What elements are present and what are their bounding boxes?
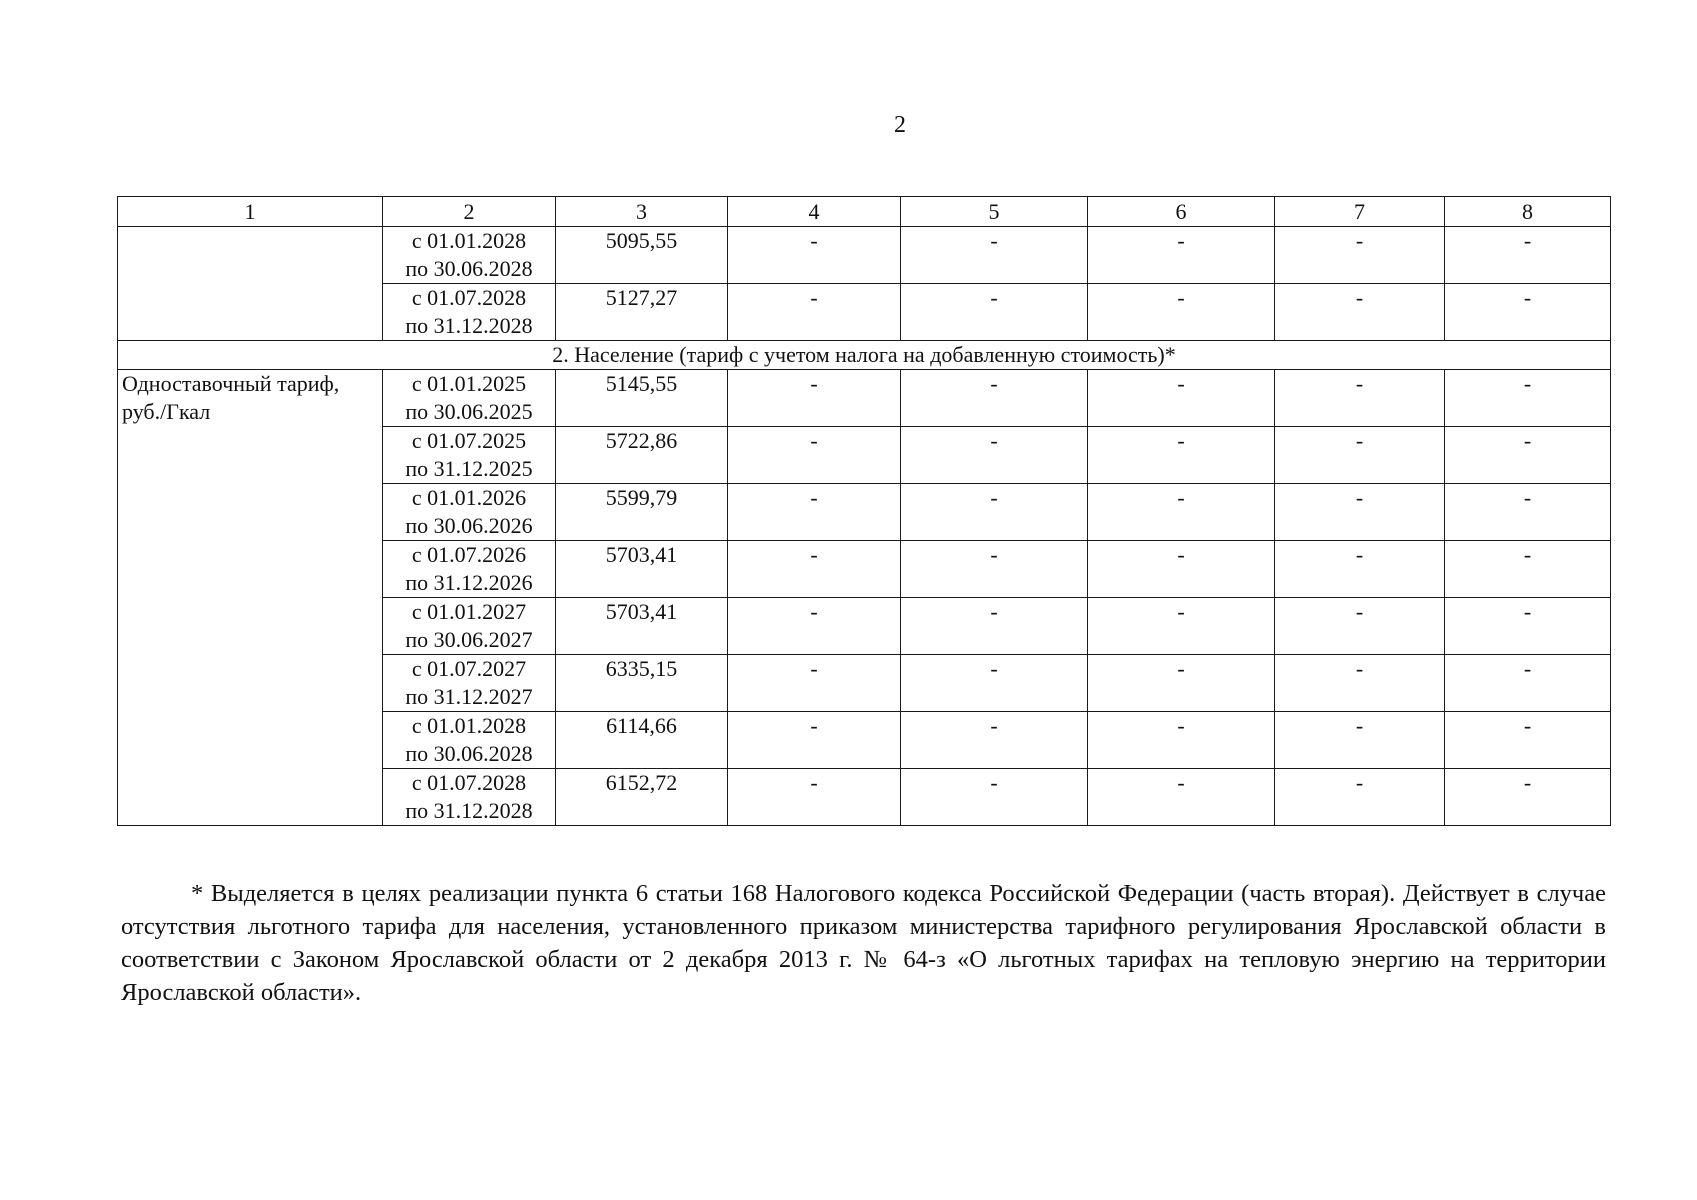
col-8-value: - — [1445, 284, 1611, 341]
period-to: по 30.06.2025 — [405, 399, 533, 424]
col-4-value: - — [728, 427, 901, 484]
col-4-value: - — [728, 370, 901, 427]
tariff-value: 6335,15 — [556, 655, 728, 712]
header-col-1: 1 — [118, 197, 383, 227]
col-8-value: - — [1445, 370, 1611, 427]
period-cell — [383, 712, 556, 769]
period-from: с 01.01.2028 — [411, 713, 527, 738]
period-from: с 01.07.2028 — [411, 770, 527, 795]
period-cell — [383, 598, 556, 655]
col-4-value: - — [728, 541, 901, 598]
tariff-name-cell: Одноставочный тариф, руб./Гкал — [118, 370, 383, 826]
col-8-value: - — [1445, 769, 1611, 826]
period-to: по 30.06.2028 — [405, 256, 533, 281]
period-cell — [383, 541, 556, 598]
col-7-value: - — [1275, 598, 1445, 655]
page-number: 2 — [894, 112, 906, 138]
col-8-value: - — [1445, 227, 1611, 284]
tariff-value: 5703,41 — [556, 598, 728, 655]
period-from: с 01.01.2028 — [411, 228, 527, 253]
col-4-value: - — [728, 284, 901, 341]
period-cell — [383, 484, 556, 541]
col-4-value: - — [728, 769, 901, 826]
col-8-value: - — [1445, 598, 1611, 655]
header-col-8: 8 — [1445, 197, 1611, 227]
col-8-value: - — [1445, 541, 1611, 598]
col-6-value: - — [1088, 769, 1275, 826]
col-5-value: - — [901, 655, 1088, 712]
col-7-value: - — [1275, 712, 1445, 769]
header-col-7: 7 — [1275, 197, 1445, 227]
col-8-value: - — [1445, 712, 1611, 769]
period-from: с 01.01.2027 — [411, 599, 527, 624]
table-header — [118, 197, 1611, 227]
period-cell — [383, 769, 556, 826]
period-to: по 31.12.2027 — [405, 684, 533, 709]
col-4-value: - — [728, 655, 901, 712]
header-col-3: 3 — [556, 197, 728, 227]
col-6-value: - — [1088, 598, 1275, 655]
col-6-value: - — [1088, 655, 1275, 712]
col-7-value: - — [1275, 769, 1445, 826]
header-col-5: 5 — [901, 197, 1088, 227]
period-to: по 31.12.2025 — [405, 456, 533, 481]
period-cell — [383, 427, 556, 484]
col-8-value: - — [1445, 427, 1611, 484]
continuation-name-cell — [118, 227, 383, 341]
period-to: по 31.12.2026 — [405, 570, 533, 595]
col-8-value: - — [1445, 655, 1611, 712]
tariff-value: 5145,55 — [556, 370, 728, 427]
period-to: по 30.06.2026 — [405, 513, 533, 538]
period-to: по 30.06.2027 — [405, 627, 533, 652]
footnote: * Выделяется в целях реализации пункта 6 статьи 168 Налогового кодекса Российской Федерации (часть вторая). Действует в случае отсутствия льготного тарифа для населения, установленного приказом министерства тарифного регулирования Ярославской области в соответствии с Законом Ярославской области от 2 декабря 2013 г. № 64-з «О льготных тарифах на тепловую энергию на территории Ярославской области». — [121, 879, 1606, 1006]
col-4-value: - — [728, 227, 901, 284]
period-from: с 01.07.2025 — [411, 428, 527, 453]
tariff-table — [117, 196, 1611, 826]
col-5-value: - — [901, 427, 1088, 484]
tariff-value: 5127,27 — [556, 284, 728, 341]
col-6-value: - — [1088, 284, 1275, 341]
period-cell — [383, 655, 556, 712]
col-4-value: - — [728, 712, 901, 769]
col-7-value: - — [1275, 370, 1445, 427]
col-5-value: - — [901, 598, 1088, 655]
col-4-value: - — [728, 484, 901, 541]
col-5-value: - — [901, 370, 1088, 427]
col-5-value: - — [901, 541, 1088, 598]
col-7-value: - — [1275, 484, 1445, 541]
col-5-value: - — [901, 284, 1088, 341]
period-to: по 31.12.2028 — [405, 798, 533, 823]
col-5-value: - — [901, 712, 1088, 769]
col-5-value: - — [901, 227, 1088, 284]
table-row — [118, 227, 1611, 284]
col-4-value: - — [728, 598, 901, 655]
col-5-value: - — [901, 769, 1088, 826]
col-6-value: - — [1088, 541, 1275, 598]
tariff-value: 5599,79 — [556, 484, 728, 541]
header-col-2: 2 — [383, 197, 556, 227]
table-body — [118, 227, 1611, 826]
col-7-value: - — [1275, 427, 1445, 484]
col-7-value: - — [1275, 284, 1445, 341]
tariff-value: 5703,41 — [556, 541, 728, 598]
tariff-value: 5095,55 — [556, 227, 728, 284]
period-cell — [383, 227, 556, 284]
table-row — [118, 370, 1611, 427]
header-col-4: 4 — [728, 197, 901, 227]
period-from: с 01.07.2028 — [411, 285, 527, 310]
period-from: с 01.01.2025 — [411, 371, 527, 396]
col-6-value: - — [1088, 712, 1275, 769]
col-7-value: - — [1275, 227, 1445, 284]
tariff-value: 6152,72 — [556, 769, 728, 826]
col-6-value: - — [1088, 484, 1275, 541]
tariff-value: 6114,66 — [556, 712, 728, 769]
col-8-value: - — [1445, 484, 1611, 541]
section-header-row — [118, 341, 1611, 370]
period-cell — [383, 370, 556, 427]
period-from: с 01.01.2026 — [411, 485, 527, 510]
section-title: 2. Население (тариф с учетом налога на добавленную стоимость)* — [118, 341, 1611, 370]
col-6-value: - — [1088, 370, 1275, 427]
col-5-value: - — [901, 484, 1088, 541]
period-cell — [383, 284, 556, 341]
header-row — [118, 197, 1611, 227]
header-col-6: 6 — [1088, 197, 1275, 227]
period-to: по 30.06.2028 — [405, 741, 533, 766]
period-from: с 01.07.2027 — [411, 656, 527, 681]
period-to: по 31.12.2028 — [405, 313, 533, 338]
tariff-value: 5722,86 — [556, 427, 728, 484]
col-6-value: - — [1088, 427, 1275, 484]
col-7-value: - — [1275, 541, 1445, 598]
col-6-value: - — [1088, 227, 1275, 284]
period-from: с 01.07.2026 — [411, 542, 527, 567]
col-7-value: - — [1275, 655, 1445, 712]
